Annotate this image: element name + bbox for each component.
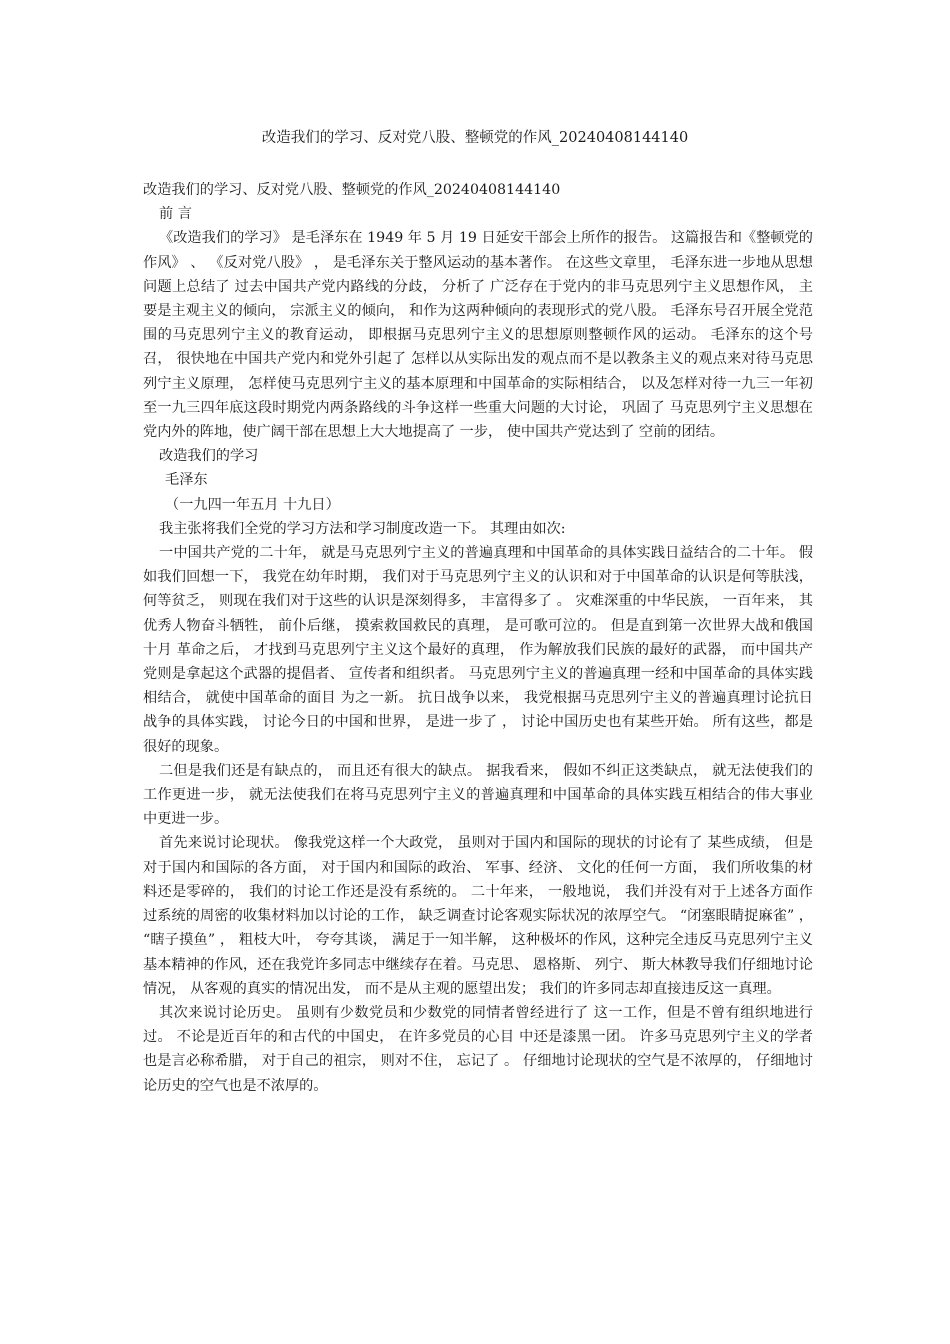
article-intro: 我主张将我们全党的学习方法和学习制度改造一下。 其理由如次: [159, 520, 566, 537]
preface-paragraph: 《改造我们的学习》 是毛泽东在 1949 年 5 月 19 日延安干部会上所作的报告。 这篇报告和《整顿党的作风》 、 《反对党八股》 ， 是毛泽东关于整风运动的基本著作。 在这些文章里， 毛泽东进一步地从思想问题上总结了 过去中国共产党内路线的分歧， 分析了 广泛存在于党内的非马克思列宁主义思想作风， 主要是主观主义的倾向， 宗派主义的倾向， 和作为这两种倾向的表现形式的党八股。 毛泽东号召开展全党范围的马克思列宁主义的教育运动， 即根据马克思列宁主义的思想原则整顿作风的运动。 毛泽东的这个号召， 很快地在中国共产党内和党外引起了 怎样以从实际出发的观点而不是以教条主义的观点来对待马克思列宁主义原理， 怎样使马克思列宁主义的基本原理和中国革命的实际相结合， 以及怎样对待一九三一年初至一九三四年底这段时期党内两条路线的斗争这样一些重大问题的大讨论， 巩固了 马克思列宁主义思想在党内外的阵地，使广阔干部在思想上大大地提高了 一步， 使中国共产党达到了 空前的团结。 [143, 230, 813, 441]
document-title: 改造我们的学习、反对党八股、整顿党的作风_20240408144140 [261, 130, 689, 146]
preface-heading: 前 言 [159, 206, 192, 223]
article-heading: 改造我们的学习 [159, 448, 259, 465]
article-author: 毛泽东 [165, 472, 208, 489]
body-paragraph: 首先来说讨论现状。 像我党这样一个大政党， 虽则对于国内和国际的现状的讨论有了 某些成绩， 但是对于国内和国际的各方面， 对于国内和国际的政治、 军事、经济、 文化的任何一方面， 我们所收集的材料还是零碎的， 我们的讨论工作还是没有系统的。 二十年来， 一般地说， 我们并没有对于上述各方面作过系统的周密的收集材料加以讨论的工作， 缺乏调查讨论客观实际状况的浓厚空气。 “闭塞眼睛捉麻雀” ， “瞎子摸鱼” ， 粗枝大叶， 夸夸其谈， 满足于一知半解， 这种极坏的作风，这种完全违反马克思列宁主义基本精神的作风，还在我党许多同志中继续存在着。马克思、 恩格斯、 列宁、 斯大林教导我们仔细地讨论情况， 从客观的真实的情况出发， 而不是从主观的愿望出发； 我们的许多同志却直接违反这一真理。 [143, 835, 813, 997]
document-subtitle: 改造我们的学习、反对党八股、整顿党的作风_20240408144140 [143, 182, 561, 198]
body-paragraph: 二但是我们还是有缺点的， 而且还有很大的缺点。 据我看来， 假如不纠正这类缺点， 就无法使我们的工作更进一步， 就无法使我们在将马克思列宁主义的普遍真理和中国革命的具体实践互相结合的伟大事业中更进一步。 [143, 762, 813, 828]
article-date: （一九四一年五月 十九日） [165, 496, 340, 513]
body-paragraph: 一中国共产党的二十年， 就是马克思列宁主义的普遍真理和中国革命的具体实践日益结合的二十年。 假如我们回想一下， 我党在幼年时期， 我们对于马克思列宁主义的认识和对于中国革命的认识是何等肤浅， 何等贫乏， 则现在我们对于这些的认识是深刻得多， 丰富得多了 。 灾难深重的中华民族， 一百年来， 其优秀人物奋斗牺牲， 前仆后继， 摸索救国救民的真理， 是可歌可泣的。 但是直到第一次世界大战和俄国十月 革命之后， 才找到马克思列宁主义这个最好的真理， 作为解放我们民族的最好的武器， 而中国共产党则是拿起这个武器的提倡者、 宣传者和组织者。 马克思列宁主义的普遍真理一经和中国革命的具体实践相结合， 就使中国革命的面目 为之一新。 抗日战争以来， 我党根据马克思列宁主义的普遍真理讨论抗日战争的具体实践， 讨论今日的中国和世界， 是进一步了 ， 讨论中国历史也有某些开始。 所有这些，都是很好的现象。 [143, 545, 813, 755]
document-body [143, 178, 813, 1098]
body-paragraph: 其次来说讨论历史。 虽则有少数党员和少数党的同情者曾经进行了 这一工作，但是不曾有组织地进行过。 不论是近百年的和古代的中国史， 在许多党员的心目 中还是漆黑一团。 许多马克思列宁主义的学者也是言必称希腊， 对于自己的祖宗， 则对不住， 忘记了 。 仔细地讨论现状的空气是不浓厚的， 仔细地讨论历史的空气也是不浓厚的。 [143, 1004, 813, 1094]
